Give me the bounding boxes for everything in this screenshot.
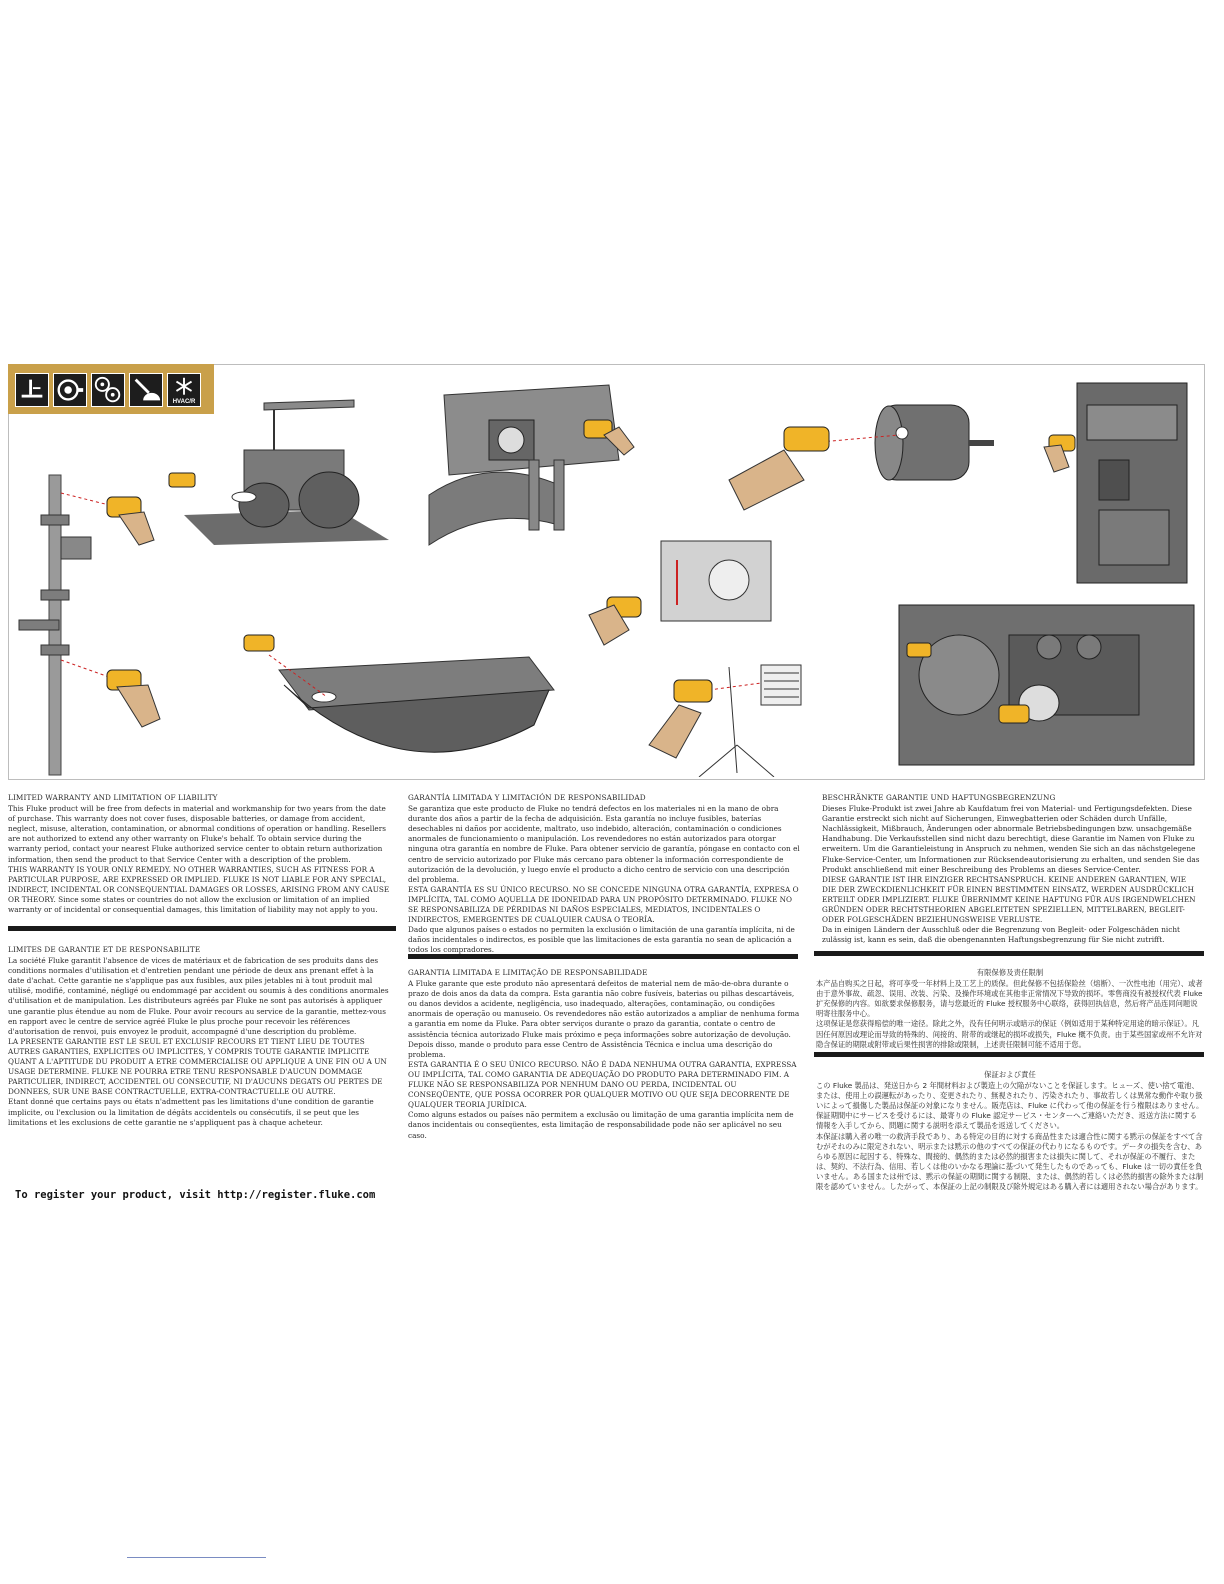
vent-scene	[649, 665, 801, 777]
generator-scene	[899, 605, 1194, 765]
section-divider	[814, 1052, 1204, 1057]
warranty-chinese	[816, 968, 1204, 1050]
thermostat-scene	[589, 541, 771, 645]
hvac-label: HVAC/R	[172, 399, 196, 405]
warranty-french	[8, 945, 390, 1128]
warranty-chinese-body2: 这项保证是您获得赔偿的唯一途径。除此之外，没有任何明示或暗示的保证（例如适用于某种特定用途的暗示保证）。凡因任何原因或理论而导致的特殊的、间接的、附带的或继起的损坏或损失，Fluke 概不负责。由于某些国家或州不允许对隐含保证的期限或附带或后果性损害的排除或限制，上述责任限制可能不适用于您。	[816, 1019, 1203, 1049]
warranty-portuguese-body1: A Fluke garante que este produto não apresentará defeitos de material nem de mão-de-obra durante o prazo de dois anos da data da compra. Esta garantia não cobre fusíveis, baterias ou pilhas descartáveis, ou danos devidos a acidente, negligência, uso inadequado, alterações, contaminação, ou condições anormais de operação ou manuseio. Os revendedores não estão autorizados a ampliar de nenhuma forma a garantia em nome da Fluke. Para obter serviços durante o prazo da garantia, contate o centro de assistência técnica autorizado Fluke mais próximo e peça informações sobre autorização de devolução. Depois disso, mande o produto para esse Centro de Assistência Técnica e inclua uma descrição do problema.	[408, 979, 800, 1059]
warranty-english-title: LIMITED WARRANTY AND LIMITATION OF LIABILITY	[8, 793, 218, 802]
usage-illustrations	[9, 365, 1203, 777]
warranty-chinese-body1: 本产品自购买之日起，将可享受一年材料上及工艺上的质保。但此保修不包括保险丝（熔断）、一次性电池（用完）、或者由于意外事故、疏忽、误用、改装、污染、及操作环境或在其他非正常情况下导致的损坏。零售商没有被授权代表 Fluke 扩充保修的内容。如欲要求保修服务，请与您最近的 Fluke 授权服务中心联络，获得回执信息，然后将产品连同问题说明寄往服务中心。	[816, 979, 1203, 1019]
warranty-japanese	[816, 1070, 1204, 1192]
warranty-french-body3: Etant donné que certains pays ou états n'admettent pas les limitations d'une condition de garantie implicite, ou l'exclusion ou la limitation de dégâts accidentels ou consécutifs, il se peut que les limitations et les exclusions de cette garantie ne s'appliquent pas à chaque acheteur.	[8, 1097, 374, 1127]
section-divider	[814, 951, 1204, 956]
factory-conveyor-scene	[429, 385, 634, 545]
warranty-english-body2: THIS WARRANTY IS YOUR ONLY REMEDY. NO OTHER WARRANTIES, SUCH AS FITNESS FOR A PARTICULAR PURPOSE, ARE EXPRESSED OR IMPLIED. FLUKE IS NOT LIABLE FOR ANY SPECIAL, INDIRECT, INCIDENTAL OR CONSEQUENTIAL DAMAGES OR LOSSES, ARISING FROM ANY CAUSE OR THEORY. Since some states or countries do not allow the exclusion or limitation of an implied warranty or of incidental or consequential damages, this limitation of liability may not apply to you.	[8, 864, 390, 915]
warranty-german-body3: Da in einigen Ländern der Ausschluß oder die Begrenzung von Begleit- oder Folgeschäden nicht zulässig ist, kann es sein, daß die obengenannten Haftungsbegrenzung für Sie nicht zutrifft.	[822, 925, 1180, 945]
register-product-notice: To register your product, visit http://register.fluke.com	[15, 1189, 376, 1201]
warranty-portuguese-body2: ESTA GARANTIA É O SEU ÚNICO RECURSO. NÃO É DADA NENHUMA OUTRA GARANTIA, EXPRESSA OU IMPLÍCITA, TAL COMO GARANTIA DE ADEQUAÇÃO DO PRODUTO PARA DETERMINADO FIM. A FLUKE NÃO SE RESPONSABILIZA POR NENHUM DANO OU PERDA, INCIDENTAL OU CONSEQÜENTE, QUE POSSA OCORRER POR QUALQUER MOTIVO OU QUE SEJA DECORRENTE DE QUALQUER TEORIA JURÍDICA.	[408, 1059, 797, 1110]
warranty-french-title: LIMITES DE GARANTIE ET DE RESPONSABILITE	[8, 945, 201, 954]
warranty-spanish-body3: Dado que algunos países o estados no permiten la exclusión o limitación de una garantía implícita, ni de daños incidentales o indirectos, es posible que las limitaciones de esta garantía no sean de aplicación a todos los compradores.	[408, 925, 795, 955]
warranty-portuguese	[408, 968, 800, 1141]
warranty-french-body1: La société Fluke garantit l'absence de vices de matériaux et de fabrication de ses produits dans des conditions normales d'utilisation et d'entretien pendant une période de deux ans prenant effet à la date d'achat. Cette garantie ne s'applique pas aux fusibles, aux piles jetables ni à tout produit mal utilisé, modifié, contaminé, négligé ou endommagé par accident ou soumis à des conditions anormales d'utilisation et de manipulation. Les distributeurs agréés par Fluke ne sont pas autorisés à appliquer une garantie plus étendue au nom de Fluke. Pour avoir recours au service de la garantie, mettez-vous en rapport avec le centre de service agréé Fluke le plus proche pour recevoir les références d'autorisation de renvoi, puis envoyez le produit, accompagné d'une description du problème.	[8, 956, 389, 1036]
warranty-japanese-body1: この Fluke 製品は、発送日から 2 年間材料および製造上の欠陥がないことを保証します。ヒューズ、使い捨て電池、または、使用上の誤運転があったり、変更されたり、無視されたり、汚染されたり、事故若しくは異常な動作や取り扱いによって損傷した製品は保証の対象になりません。販売店は、Fluke に代わって他の保証を行う権限はありません。保証期間中にサービスを受けるには、最寄りの Fluke 認定サービス・センターへご連絡いただき、返送方法に関する情報を入手してから、問題に関する説明を添えて製品を返送してください。	[816, 1081, 1204, 1131]
warranty-spanish	[408, 793, 800, 956]
road-roller-scene	[169, 400, 389, 545]
warranty-portuguese-title: GARANTIA LIMITADA E LIMITAÇÃO DE RESPONSABILIDADE	[408, 968, 648, 977]
section-divider	[408, 954, 798, 959]
warranty-german-title: BESCHRÄNKTE GARANTIE UND HAFTUNGSBEGRENZUNG	[822, 793, 1056, 802]
warranty-japanese-title: 保証および責任	[984, 1070, 1036, 1079]
warranty-french-body2: LA PRESENTE GARANTIE EST LE SEUL ET EXCLUSIF RECOURS ET TIENT LIEU DE TOUTES AUTRES GARANTIES, EXPLICITES OU IMPLICITES, Y COMPRIS TOUTE GARANTIE IMPLICITE QUANT A L'APTITUDE DU PRODUIT A ETRE COMMERCIALISE OU APPLIQUE A UNE FIN OU A UN USAGE DETERMINE. FLUKE NE POURRA ETRE TENU RESPONSABLE D'AUCUN DOMMAGE PARTICULIER, INDIRECT, ACCIDENTEL OU CONSECUTIF, NI D'AUCUNS DEGATS OU PERTES DE DONNEES, SUR UNE BASE CONTRACTUELLE, EXTRA-CONTRACTUELLE OU AUTRE.	[8, 1036, 387, 1097]
section-divider	[8, 926, 396, 931]
electrical-panel-scene	[1044, 383, 1187, 583]
warranty-german-body2: DIESE GARANTIE IST IHR EINZIGER RECHTSANSPRUCH. KEINE ANDEREN GARANTIEN, WIE DIE DER ZWECKDIENLICHKEIT FÜR EINEN BESTIMMTEN EINSATZ, WERDEN AUSDRÜCKLICH ERTEILT ODER IMPLIZIERT. FLUKE ÜBERNIMMT KEINE HAFTUNG FÜR AUS IRGENDWELCHEN GRÜNDEN ODER RECHTSTHEORIEN ABGELEITETEN SPEZIELLEN, MITTELBAREN, BEGLEIT- ODER FOLGESCHÄDEN BEZIEHUNGSWEISE VERLUSTE.	[822, 874, 1196, 925]
warranty-spanish-body1: Se garantiza que este producto de Fluke no tendrá defectos en los materiales ni en la mano de obra durante dos años a partir de la fecha de adquisición. Esta garantía no incluye fusibles, baterías desechables ni daños por accidente, maltrato, uso indebido, alteración, contaminación o condiciones anormales de funcionamiento o manipulación. Los revendedores no están autorizados para otorgar ninguna otra garantía en nombre de Fluke. Para obtener servicio de garantía, póngase en contacto con el centro de servicio autorizado por Fluke más cercano para obtener la información correspondiente de autorización de la devolución, y luego envíe el producto a dicho centro de servicio con una descripción del problema.	[408, 804, 800, 884]
warranty-german	[822, 793, 1202, 945]
warranty-chinese-title: 有限保修及责任限制	[976, 968, 1044, 977]
warranty-portuguese-body3: Como alguns estados ou países não permitem a exclusão ou limitação de uma garantia implícita nem de danos incidentais ou conseqüentes, esta limitação de responsabilidade pode não ser aplicável no seu caso.	[408, 1110, 794, 1140]
warranty-spanish-body2: ESTA GARANTÍA ES SU ÚNICO RECURSO. NO SE CONCEDE NINGUNA OTRA GARANTÍA, EXPRESA O IMPLÍCITA, TAL COMO AQUELLA DE IDONEIDAD PARA UN PROPÓSITO DETERMINADO. FLUKE NO SE RESPONSABILIZA DE PÉRDIDAS NI DAÑOS ESPECIALES, MEDIATOS, INCIDENTALES O INDIRECTOS, EMERGENTES DE CUALQUIER CAUSA O TEORÍA.	[408, 884, 799, 925]
warranty-japanese-body2: 本保証は購入者の唯一の救済手段であり、ある特定の目的に対する商品性または適合性に関する黙示の保証をすべて含むがそれのみに限定されない、明示または黙示の他のすべての保証の代わりになるものです。データの損失を含む、あらゆる原因に起因する、特殊な、間接的、偶然的または必然的損害または損失に関して、それが保証の不履行、または、契約、不法行為、信用、若しくは他のいかなる理論に基づいて発生したものであっても、Fluke は一切の責任を負いません。ある国または州では、黙示の保証の期間に関する制限、または、偶然的若しくは必然的損害の除外または制限を認めていません。したがって、本保証の上記の制限及び除外規定はある購入者には適用されない場合があります。	[816, 1131, 1204, 1192]
warranty-german-body1: Dieses Fluke-Produkt ist zwei Jahre ab Kaufdatum frei von Material- und Fertigungsdefekten. Diese Garantie erstreckt sich nicht auf Sicherungen, Einwegbatterien oder Schäden durch Unfälle, Nachlässigkeit, Mißbrauch, Änderungen oder abnormale Betriebsbedingungen bzw. unsachgemäße Handhabung. Die Verkaufsstellen sind nicht dazu berechtigt, diese Garantie im Namen von Fluke zu erweitern. Um die Garantieleistung in Anspruch zu nehmen, wenden Sie sich an das nächstgelegene Fluke-Service-Center, um Informationen zur Rücksendeautorisierung zu erhalten, und senden Sie das Produkt anschließend mit einer Beschreibung des Problems an dieses Service-Center.	[822, 804, 1200, 874]
tank-scene	[244, 635, 554, 752]
warranty-english-body1: This Fluke product will be free from defects in material and workmanship for two years from the date of purchase. This warranty does not cover fuses, disposable batteries, or damage from accident, neglect, misuse, alteration, contamination, or abnormal conditions of operation or handling. Resellers are not authorized to extend any other warranty on Fluke's behalf. To obtain service during the warranty period, contact your nearest Fluke authorized service center to obtain return authorization information, then send the product to that Service Center with a description of the problem.	[8, 804, 386, 864]
bottom-rule	[127, 1557, 266, 1558]
warranty-spanish-title: GARANTÍA LIMITADA Y LIMITACIÓN DE RESPONSABILIDAD	[408, 793, 646, 802]
pipe-scene	[19, 475, 160, 775]
motor-scene	[729, 405, 994, 510]
warranty-english	[8, 793, 390, 915]
